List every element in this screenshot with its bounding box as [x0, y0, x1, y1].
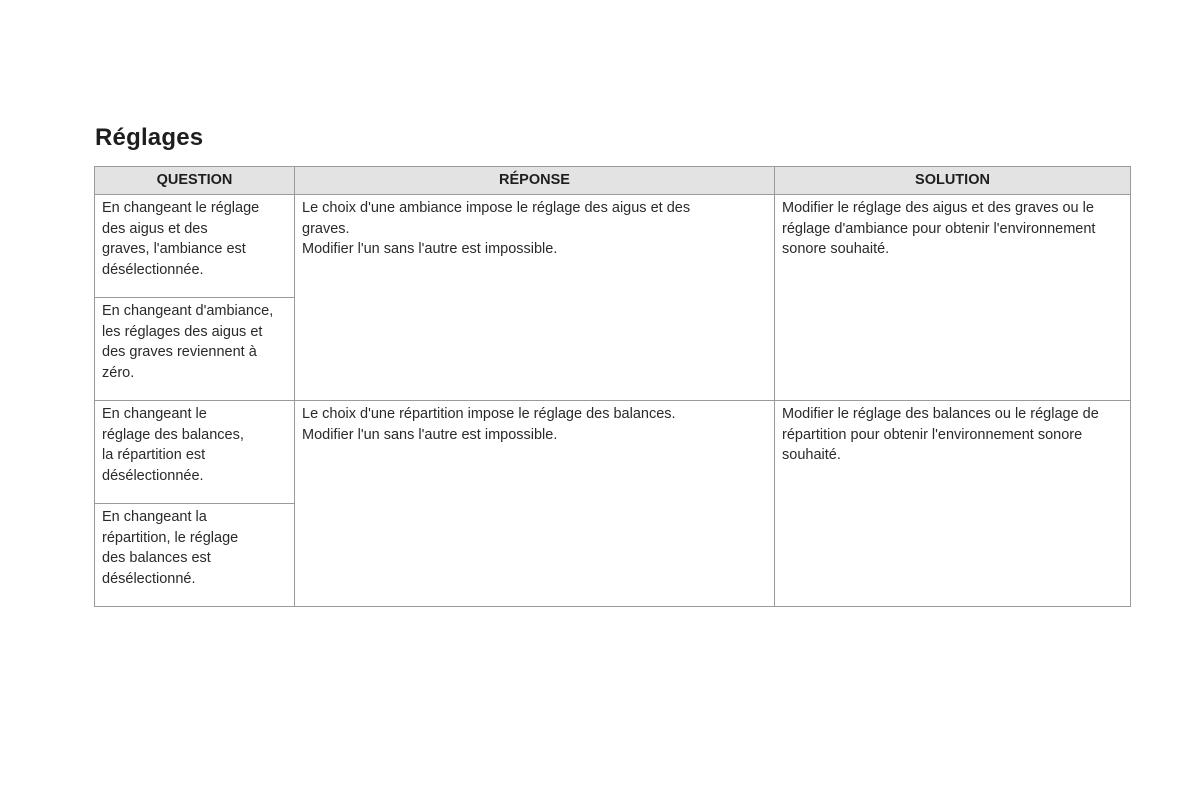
column-header-solution: SOLUTION: [775, 167, 1131, 195]
response-cell: [295, 195, 775, 401]
question-cell: [95, 298, 295, 401]
page-title: Réglages: [95, 124, 204, 151]
table-row: [95, 401, 1131, 504]
table-header-row: [95, 167, 1131, 195]
question-text: En changeant la répartition, le réglage des balances est désélectionné.: [102, 509, 239, 587]
question-cell: [95, 401, 295, 504]
troubleshooting-table: [94, 166, 1131, 607]
question-text: En changeant le réglage des aigus et des graves, l'ambiance est désélectionnée.: [102, 200, 260, 278]
question-text: En changeant le réglage des balances, la répartition est désélectionnée.: [102, 406, 244, 484]
solution-cell: [775, 401, 1131, 607]
response-text: Le choix d'une répartition impose le réglage des balances. Modifier l'un sans l'autre est impossible.: [302, 406, 676, 443]
table-row: [95, 195, 1131, 298]
solution-text: Modifier le réglage des aigus et des graves ou le réglage d'ambiance pour obtenir l'environnement sonore souhaité.: [782, 200, 1096, 257]
question-cell: [95, 504, 295, 607]
solution-text: Modifier le réglage des balances ou le réglage de répartition pour obtenir l'environnement sonore souhaité.: [782, 406, 1099, 463]
question-text: En changeant d'ambiance, les réglages des aigus et des graves reviennent à zéro.: [102, 303, 274, 381]
column-header-question: QUESTION: [95, 167, 295, 195]
question-cell: [95, 195, 295, 298]
response-text: Le choix d'une ambiance impose le réglage des aigus et des graves. Modifier l'un sans l'autre est impossible.: [302, 200, 691, 257]
column-header-response: RÉPONSE: [295, 167, 775, 195]
response-cell: [295, 401, 775, 607]
solution-cell: [775, 195, 1131, 401]
